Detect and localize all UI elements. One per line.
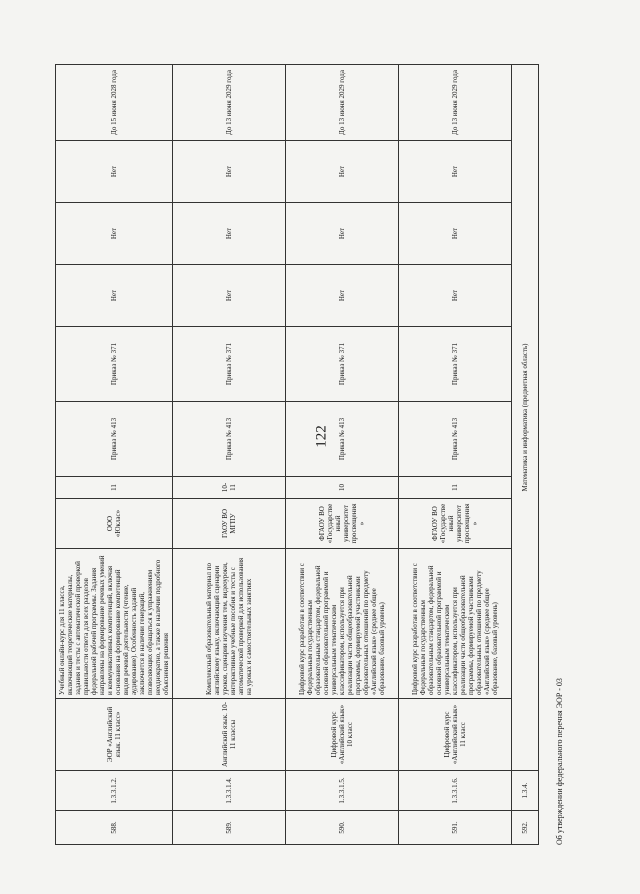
rotated-content — [55, 25, 575, 845]
row-flag-1: Нет — [56, 265, 173, 327]
row-number: 588. — [56, 811, 173, 845]
row-organization: ГАОУ ВО МГПУ — [173, 499, 286, 549]
row-flag-1: Нет — [399, 265, 512, 327]
row-code: 1.3.3.1.5. — [286, 771, 399, 811]
row-flag-2: Нет — [286, 203, 399, 265]
row-flag-2: Нет — [399, 203, 512, 265]
row-order-b: Приказ № 371 — [286, 327, 399, 402]
row-deadline: До 13 июня 2029 года — [399, 65, 512, 141]
row-grade: 10 — [286, 477, 399, 499]
table-row — [56, 65, 173, 845]
row-grade: 11 — [56, 477, 173, 499]
row-flag-3: Нет — [399, 141, 512, 203]
row-deadline: До 13 июня 2029 года — [286, 65, 399, 141]
row-deadline: До 15 июня 2028 года — [56, 65, 173, 141]
row-deadline: До 13 июня 2029 года — [173, 65, 286, 141]
section-title: Математика и информатика (предметная область) — [512, 65, 539, 771]
row-flag-2: Нет — [56, 203, 173, 265]
row-description: Цифровой курс разработан в соответствии с Федеральным государственным образовательным стандартом, федеральной основной образовательной программой и универсальным тематическим классификатором, используется при реализации части общеобразовательной программы, формируемой участниками образовательных отношений по предмету «Английский язык» (среднее общее образование, базовый уровень) — [399, 549, 512, 699]
row-description: Учебный онлайн-курс для 11 класса, включающий теоретические материалы, задания и тесты с автоматической проверкой правильности ответа для всех разделов федеральной рабочей программы. Задания направлены на формирование речевых умений и коммуникативных компетенций, включая основания на формирование компетенций видов речевой деятельности (чтение, аудирование). Особенность заданий заключается в наличии генераций, позволяющих обращаться к упражнениям неоднократно, а также в наличии подробного объяснения решения — [56, 549, 173, 699]
row-order-b: Приказ № 371 — [399, 327, 512, 402]
row-title: Цифровой курс «Английский язык» 10 класс — [286, 699, 399, 771]
row-number: 592. — [512, 811, 539, 845]
row-code: 1.3.3.1.4. — [173, 771, 286, 811]
table-row — [173, 65, 286, 845]
row-flag-3: Нет — [56, 141, 173, 203]
table-body — [56, 65, 539, 845]
row-code: 1.3.3.1.2. — [56, 771, 173, 811]
row-number: 589. — [173, 811, 286, 845]
row-title: Цифровой курс «Английский язык» 11 класс — [399, 699, 512, 771]
row-description: Цифровой курс разработан в соответствии с Федеральным государственным образовательным стандартом, федеральной основной образовательной программой и универсальным тематическим классификатором, используется при реализации части общеобразовательной программы, формируемой участниками образовательных отношений по предмету «Английский язык» (среднее общее образование, базовый уровень) — [286, 549, 399, 699]
table-row — [399, 65, 512, 845]
row-number: 590. — [286, 811, 399, 845]
page-number: 122 — [313, 425, 330, 448]
footer-note: Об утверждении федерального перечня ЭОР - 03 — [555, 678, 564, 845]
row-flag-1: Нет — [173, 265, 286, 327]
row-organization: ФГАОУ ВО «Государственный университет просвещения» — [286, 499, 399, 549]
row-order-b: Приказ № 371 — [173, 327, 286, 402]
row-code: 1.3.3.1.6. — [399, 771, 512, 811]
row-title: Английский язык. 10-11 классы — [173, 699, 286, 771]
row-organization: ООО «Юклас» — [56, 499, 173, 549]
row-title: ЭОР «Английский язык. 11 класс» — [56, 699, 173, 771]
row-order-a: Приказ № 413 — [286, 402, 399, 477]
row-code: 1.3.4. — [512, 771, 539, 811]
row-order-b: Приказ № 371 — [56, 327, 173, 402]
row-organization: ФГАОУ ВО «Государственный университет просвещения» — [399, 499, 512, 549]
row-order-a: Приказ № 413 — [56, 402, 173, 477]
table-row — [286, 65, 399, 845]
row-flag-1: Нет — [286, 265, 399, 327]
row-order-a: Приказ № 413 — [399, 402, 512, 477]
row-grade: 10-11 — [173, 477, 286, 499]
row-number: 591. — [399, 811, 512, 845]
row-grade: 11 — [399, 477, 512, 499]
row-flag-3: Нет — [173, 141, 286, 203]
row-order-a: Приказ № 413 — [173, 402, 286, 477]
eor-table — [55, 64, 539, 845]
row-flag-2: Нет — [173, 203, 286, 265]
section-row — [512, 65, 539, 845]
row-flag-3: Нет — [286, 141, 399, 203]
row-description: Комплексный образовательный материал по английскому языку, включающий сценарии уроков, сценарии изучения тем, видеоуроки, интерактивные учебные пособия и тесты с автоматической проверкой для использования на уроках и самостоятельных занятиях — [173, 549, 286, 699]
